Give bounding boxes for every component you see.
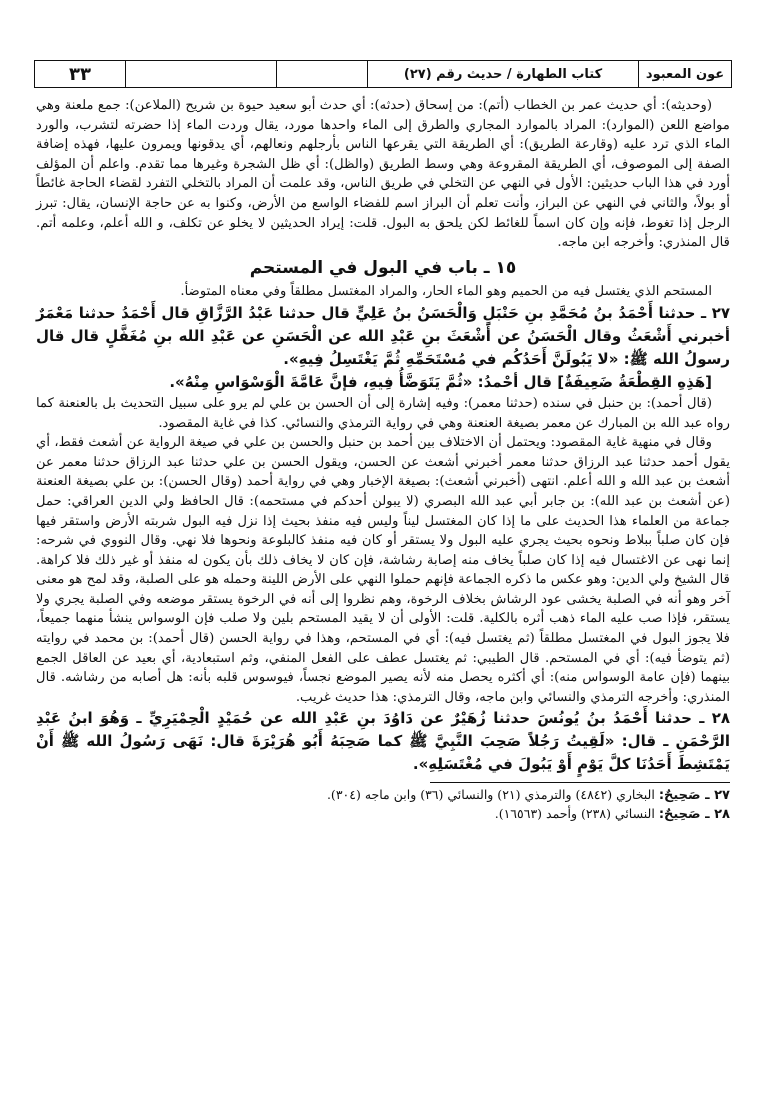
page-header (34, 60, 732, 88)
footnote-text: البخاري (٤٨٤٢) والترمذي (٢١) والنسائي (٣٦) وابن ماجه (٣٠٤). (326, 787, 655, 803)
hadith-28: ٢٨ ـ حدثنا أَحْمَدُ بنُ يُونُسَ حدثنا زُهَيْرٌ عن دَاوُدَ بنِ عَبْدِ الله عن حُمَيْدٍ الْحِمْيَرِيِّ ـ وَهُوَ ابنُ عَبْدِ الرَّحْمَنِ ـ قال: «لَقِيتُ رَجُلاً صَحِبَ النَّبِيَّ ﷺ كما صَحِبَهُ أَبُو هُرَيْرَةَ قال: نَهَى رَسُولُ الله ﷺ أَنْ يَمْتَشِطَ أَحَدُنَا كلَّ يَوْمٍ أَوْ يَبُولَ في مُغْتَسَلِهِ». (36, 709, 730, 774)
header-blank-cell (125, 61, 276, 87)
page-body (36, 96, 730, 824)
page-number: ٣٣ (69, 63, 91, 85)
chapter-heading: ١٥ ـ باب في البول في المستحم (249, 257, 517, 278)
footnote-label: ٢٨ ـ صَحِيحٌ: (658, 807, 730, 823)
footnote (36, 786, 730, 805)
chapter-running-title: كتاب الطهارة / حديث رقم (٢٧) (367, 61, 638, 87)
footnote (36, 805, 730, 824)
hadith-27-addition: [هَذِهِ القِطْعَةُ ضَعِيفَةٌ] قال أحْمدُ: «ثُمَّ يَتَوَضَّأُ فِيهِ، فإنَّ عَامَّةَ الْوَسْوَاسِ مِنْهُ». (169, 372, 712, 391)
footnote-label: ٢٧ ـ صَحِيحٌ: (658, 788, 730, 804)
commentary-paragraph: (قال أحمد): بن حنبل في سنده (حدثنا معمر): وفيه إشارة إلى أن الحسن بن علي لم يرو على سبيل التحديث بل بالعنعنة كما رواه عبد الله بن المبارك عن معمر بصيغة العنعنة وهي في رواية الترمذي والنسائي. كذا في غاية المقصود. (36, 395, 730, 431)
chapter-intro: المستحم الذي يغتسل فيه من الحميم وهو الماء الحار، والمراد المغتسل مطلقاً وفي معناه المتوضأ. (180, 284, 712, 300)
footnote-divider (430, 782, 730, 783)
hadith-27: ٢٧ ـ حدثنا أَحْمَدُ بنُ مُحَمَّدِ بنِ حَنْبَلٍ وَالْحَسَنُ بنُ عَلِيٍّ قال حدثنا عَبْدُ الرَّزَّاقِ قال أَحْمَدُ حدثنا مَعْمَرٌ أخبرني أَشْعَثُ وقال الْحَسَنُ عن أَشْعَثَ بنِ عَبْدِ الله عن الْحَسَنِ عن عَبْدِ الله بنِ مُغَفَّلٍ قال قال رسولُ الله ﷺ: «لا يَبُولَنَّ أَحَدُكُم في مُسْتَحَمِّهِ ثُمَّ يَغْتَسِلُ فِيهِ». (36, 303, 730, 368)
commentary-paragraph: وقال في منهية غاية المقصود: ويحتمل أن الاختلاف بين أحمد بن حنبل والحسن بن علي في صيغة الرواية عن أشعث فقط، أي يقول أحمد حدثنا عبد الرزاق حدثنا معمر أخبرني أشعث عن الحسن، ويقول الحسن بن علي حدثنا عبد الرزاق حدثنا معمر عن أشعث بن عبد الله و الله أعلم. انتهى (أخبرني أشعث): بصيغة الإخبار وهي في رواية أحمد (وقال الحسن): بن علي بصيغة العنعنة (عن أشعث بن عبد الله): بن جابر أبي عبد الله البصري (لا يبولن أحدكم في مستحمه): قال الحافظ ولي الدين العراقي: حمل جماعة من العلماء هذا الحديث على ما إذا كان المغتسل ليناً وليس فيه منفذ بحيث إذا نزل فيه البول شربته الأرض واستقر فيها فإن كان صلباً ببلاط ونحوه بحيث يجري عليه البول ولا يستقر أو كان فيه منفذ كالبلوعة ونحوها فلا نهي. وقال النووي في شرحه: إنما نهى عن الاغتسال فيه إذا كان صلباً يخاف منه إصابة رشاشة، فإن كان لا يخاف ذلك بأن يكون له منفذ أو غير ذلك فلا كراهة. قال الشيخ ولي الدين: وهو عكس ما ذكره الجماعة فإنهم حملوا النهي على الأرض اللينة وحمله هو على الصلبة، وقد لمح هو معنى آخر وهو أنه في الصلبة يخشى عود الرشاش بخلاف الرخوة، وهم نظروا إلى أنه في الرخوة يستقر موضعه وفي الصلبة يجري ولا يستقر، فإذا صب عليه الماء ذهب أثره بالكلية. قلت: الأولى أن لا يقيد المستحم بلين ولا صلب فإن الوسواس ينشأ منهما جميعاً، فلا يجوز البول في المغتسل مطلقاً (ثم يغتسل فيه): أي في المستحم، وهذا في رواية الحسن (قال أحمد): بن محمد في روايته (ثم يتوضأ فيه): أي في المستحم. قال الطيبي: ثم يغتسل عطف على الفعل المنفي، وثم استبعادية، أي بعيد عن العاقل الجمع بينهما (فإن عامة الوسواس منه): أي أكثره يحصل منه لأنه يصير الموضع نجساً، فيوسوس قلبه بأنه: هل أصابه من رشاشه. قال المنذري: وأخرجه الترمذي والنسائي وابن ماجه، وقال الترمذي: هذا حديث غريب. (36, 435, 730, 705)
footnote-text: النسائي (٢٣٨) وأحمد (١٦٥٦٣). (494, 806, 655, 822)
commentary-paragraph: (وحديثه): أي حديث عمر بن الخطاب (أتم): من إسحاق (حدثه): أي حدث أبو سعيد حيوة بن شريح (الملاعن): جمع ملعنة وهي مواضع اللعن (الموارد): المراد بالموارد المجاري والطرق إلى الماء واحدها مورد، يقال وردت الماء إذا حضرته لتشرب، والورد الماء الذي ترد عليه (وقارعة الطريق): أي الطريقة التي يقرعها الناس بأرجلهم ونعالهم، أي يدقونها ويمرون عليها، فهذه إضافة الصفة إلى الموصوف، أي الطريقة المقروعة وهي وسط الطريق (والظل): أي ظل الشجرة وغيرها مما تقدم. واعلم أن المؤلف أورد في هذا الباب حديثين: الأول في النهي عن التخلي في طريق الناس، وقد علمت أن المراد بالتخلي التفرد لقضاء الحاجة غائطاً أو بولاً، والثاني في النهي عن البراز، وأنت تعلم أن البراز اسم للفضاء الواسع من الأرض، وكنوا به عن حاجة الإنسان، يقال: تبرز الرجل إذا تغوط، فإنه وإن كان اسماً للغائط لكن يلحق به البول. قلت: إيراد الحديثين لا يخلو عن تكلف، و الله أعلم، وعلمه أتم. قال المنذري: وأخرجه ابن ماجه. (36, 98, 730, 251)
book-title: عون المعبود (638, 61, 731, 87)
header-blank-cell (276, 61, 367, 87)
